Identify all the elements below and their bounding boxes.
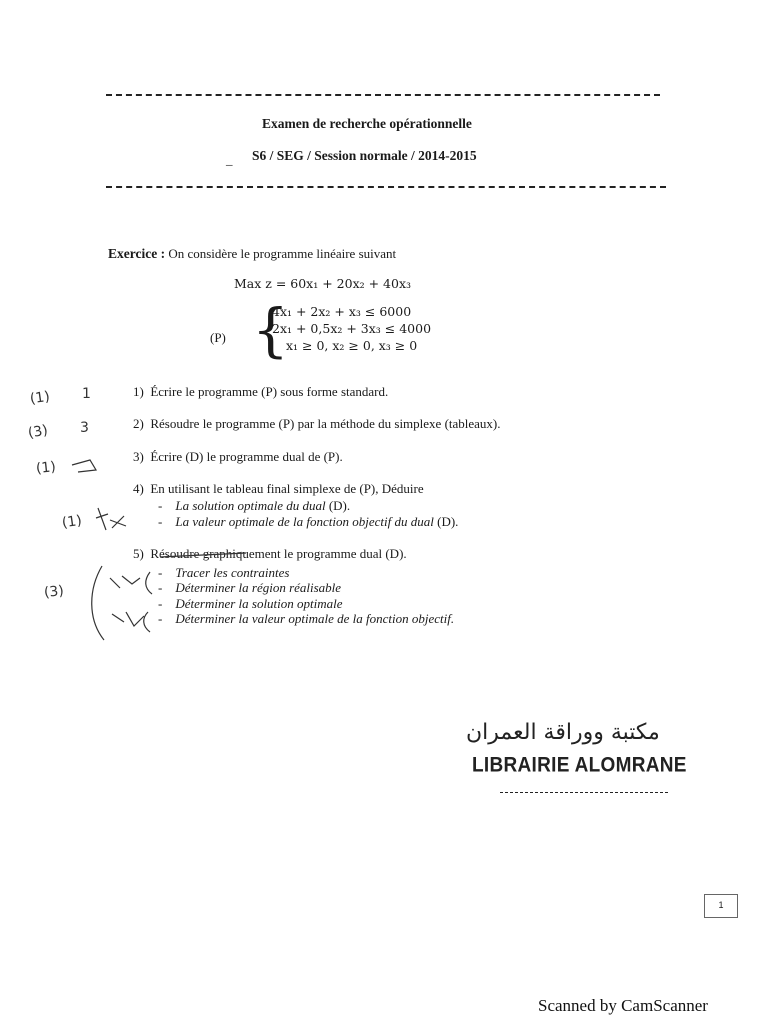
scribble-q5-paren-3 (144, 612, 150, 632)
sub-text: Déterminer la valeur optimale de la fonction objectif. (175, 611, 455, 626)
sub-dash: - (158, 565, 163, 580)
question-4-sub-2 (158, 514, 458, 530)
sub-dash: - (158, 596, 163, 611)
sub-dash: - (158, 580, 163, 595)
handwritten-mark: 3 (80, 420, 89, 436)
sub-text: La valeur optimale de la fonction objectif du dual (175, 514, 434, 529)
exam-subtitle: S6 / SEG / Session normale / 2014-2015 (252, 148, 477, 163)
question-4-number: 4) (133, 481, 144, 496)
question-1-number: 1) (133, 384, 144, 399)
program-label: (P) (210, 330, 226, 345)
question-2 (133, 416, 501, 432)
question-3 (133, 449, 343, 465)
sub-text: La solution optimale du dual (175, 498, 326, 513)
exercise-label: Exercice : (108, 246, 166, 261)
header-dash-mark: _ (226, 152, 233, 167)
constraint-brace: { (252, 296, 289, 364)
handwritten-mark: (1) (35, 459, 57, 477)
sub-suffix: (D). (437, 514, 459, 529)
handwritten-mark: (1) (60, 512, 83, 532)
exercise-heading (108, 246, 396, 262)
question-5-number: 5) (133, 546, 144, 561)
constraint-2: 2x₁ + 0,5x₂ + 3x₃ ≤ 4000 (272, 321, 432, 336)
question-3-number: 3) (133, 449, 144, 464)
question-2-text: Résoudre le programme (P) par la méthode du simplexe (tableaux). (150, 416, 501, 431)
sub-dash: - (158, 498, 163, 513)
header-top-rule (106, 94, 660, 96)
sub-text: Déterminer la région réalisable (175, 580, 342, 595)
scribble-q5-mark-1 (110, 576, 140, 588)
sub-suffix: (D). (328, 498, 351, 513)
objective-function: Max z = 60x₁ + 20x₂ + 40x₃ (234, 276, 412, 291)
question-4-text: En utilisant le tableau final simplexe de (P), Déduire (150, 481, 424, 496)
question-4-sub-1 (158, 498, 350, 514)
question-1 (133, 384, 388, 400)
question-2-number: 2) (133, 416, 144, 431)
scanner-watermark: Scanned by CamScanner (538, 996, 708, 1015)
question-5 (133, 546, 407, 562)
stamp-arabic: مكتبة ووراقة العمران (466, 720, 660, 745)
constraint-3: x₁ ≥ 0, x₂ ≥ 0, x₃ ≥ 0 (286, 338, 418, 353)
question-1-text: Écrire le programme (P) sous forme standard. (150, 384, 389, 399)
scribble-q5-paren-2 (146, 572, 152, 594)
handwritten-mark: 1 (82, 386, 91, 402)
question-5-sub-2 (158, 580, 341, 596)
exercise-intro: On considère le programme linéaire suivant (168, 246, 397, 261)
question-5-sub-4 (158, 611, 454, 627)
question-5-sub-1 (158, 565, 289, 581)
scribble-q5-mark-2 (112, 612, 144, 626)
handwritten-mark: (3) (43, 583, 65, 601)
exam-title: Examen de recherche opérationnelle (262, 116, 472, 131)
scribble-q5-paren-1 (92, 566, 104, 640)
handwritten-mark: (3) (26, 422, 50, 442)
handwritten-mark: (1) (28, 388, 51, 408)
question-4 (133, 481, 424, 497)
scribble-q4 (96, 508, 126, 530)
question-5-sub-3 (158, 596, 343, 612)
page-number: 1 (704, 894, 738, 918)
constraint-1: 4x₁ + 2x₂ + x₃ ≤ 6000 (272, 304, 412, 319)
stamp-latin: LIBRAIRIE ALOMRANE (472, 754, 687, 778)
question-3-text: Écrire (D) le programme dual de (P). (150, 449, 343, 464)
sub-dash: - (158, 611, 163, 626)
sub-dash: - (158, 514, 163, 529)
header-bottom-rule (106, 186, 666, 188)
scribble-q3 (72, 460, 96, 472)
question-5-text: Résoudre graphiquement le programme dual (D). (150, 546, 407, 561)
sub-text: Déterminer la solution optimale (175, 596, 343, 611)
stamp-rule (500, 792, 668, 793)
sub-text: Tracer les contraintes (175, 565, 290, 580)
